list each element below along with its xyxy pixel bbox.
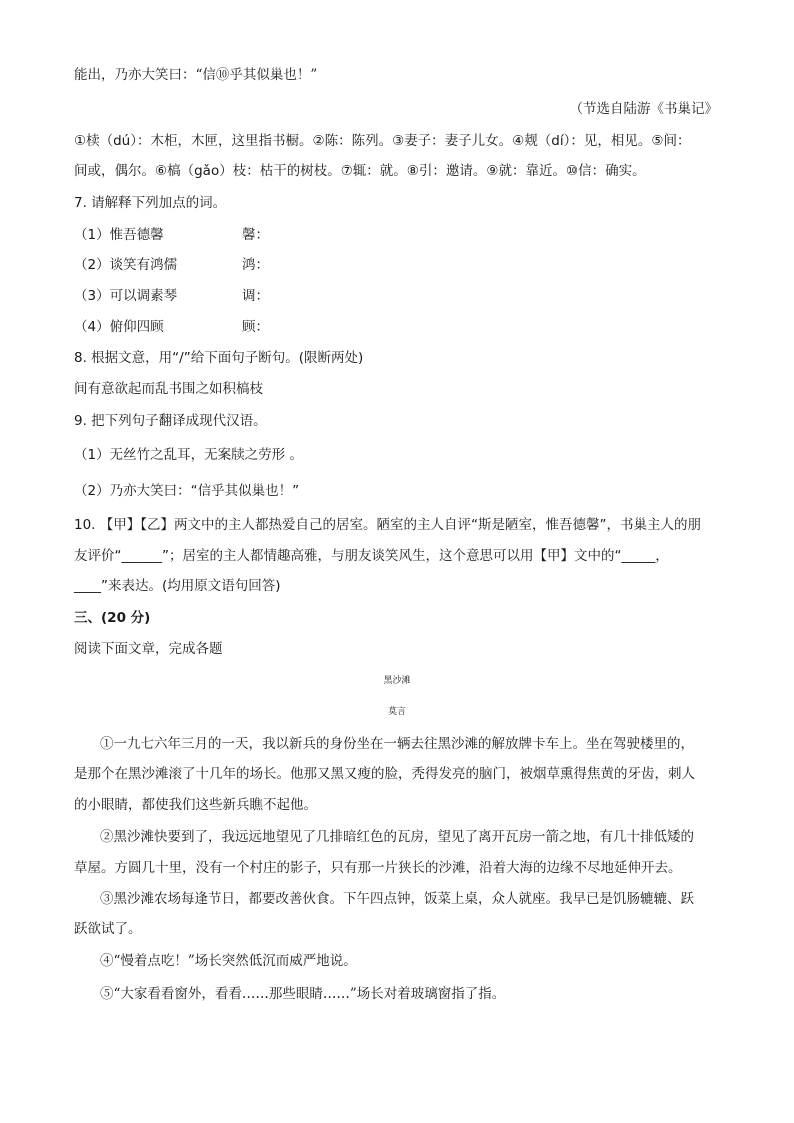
article-paragraph-1-line-1: ①一九七六年三月的一天，我以新兵的身份坐在一辆去往黑沙滩的解放牌卡车上。坐在驾驶楼里的，	[100, 736, 694, 752]
question-10-line-3	[74, 577, 281, 595]
article-paragraph-2-line-2: 草屋。方圆几十里，没有一个村庄的影子，只有那一片狭长的沙滩，沿着大海的边缘不尽地延伸开去。	[74, 860, 682, 876]
question-9-item-2: （2）乃亦大笑曰：“信乎其似巢也！”	[74, 483, 300, 499]
article-title: 黑沙滩	[383, 676, 411, 686]
q10-text: 友评价“	[74, 548, 122, 564]
question-7-item-1	[74, 226, 269, 244]
answer-blank-2[interactable]: _____	[621, 548, 656, 564]
question-10-line-1: 10. 【甲】【乙】两文中的主人都热爱自己的居室。陋室的主人自评“斯是陋室，惟吾德馨”，书巢主人的朋	[74, 517, 701, 533]
q7-item-word: 调：	[242, 288, 269, 304]
q7-item-word: 鸿：	[242, 257, 269, 273]
article-paragraph-2-line-1: ②黑沙滩快要到了，我远远地望见了几排暗红色的瓦房，望见了离开瓦房一箭之地，有几十排低矮的	[100, 829, 694, 845]
q7-item-word: 顾：	[242, 319, 269, 335]
q7-item-phrase: （3）可以调素琴	[74, 288, 178, 304]
passage-b-last-line: 能出，乃亦大笑曰：“信⑩乎其似巢也！”	[74, 67, 318, 83]
q7-item-phrase: （4）俯仰四顾	[74, 319, 164, 335]
article-paragraph-1-line-3: 的小眼睛，都使我们这些新兵瞧不起他。	[74, 797, 317, 813]
q10-text: ，	[655, 548, 669, 564]
question-9-item-1: （1）无丝竹之乱耳，无案牍之劳形 。	[74, 447, 303, 463]
question-9-stem: 9. 把下列句子翻译成现代汉语。	[74, 413, 267, 429]
annotation-line-1: ①椟（dú）：木柜，木匣，这里指书橱。②陈：陈列。③妻子：妻子儿女。④觌（dí）：见，相见。⑤间：	[74, 133, 691, 149]
answer-blank-1[interactable]: ______	[121, 548, 162, 564]
question-8-sentence: 间有意欲起而乱书围之如积槁枝	[74, 381, 263, 397]
article-paragraph-3-line-2: 跃欲试了。	[74, 921, 142, 937]
question-8-stem: 8. 根据文意，用“/”给下面句子断句。(限断两处)	[74, 350, 364, 366]
answer-blank-3[interactable]: ____	[74, 578, 101, 594]
passage-source: （节选自陆游《书巢记》	[569, 101, 718, 117]
section-3-heading: 三、(20 分)	[74, 610, 151, 626]
q10-text: ”；居室的主人都情趣高雅，与朋友谈笑风生，这个意思可以用【甲】文中的“	[162, 548, 622, 564]
question-7-item-2	[74, 256, 269, 274]
article-paragraph-4: ④“慢着点吃！”场长突然低沉而威严地说。	[100, 953, 357, 969]
question-7-stem: 7. 请解释下列加点的词。	[74, 195, 227, 211]
q7-item-word: 馨：	[242, 227, 269, 243]
q7-item-phrase: （2）谈笑有鸿儒	[74, 257, 178, 273]
q7-item-phrase: （1）惟吾德馨	[74, 227, 164, 243]
question-7-item-3	[74, 287, 269, 305]
article-author: 莫言	[387, 707, 406, 717]
q10-text: ”来表达。(均用原文语句回答)	[101, 578, 281, 594]
article-paragraph-1-line-2: 是那个在黑沙滩滚了十几年的场长。他那又黑又瘦的脸，秃得发亮的脑门，被烟草熏得焦黄的牙齿，刺人	[74, 766, 695, 782]
article-paragraph-5: ⑤“大家看看窗外，看看……那些眼睛……”场长对着玻璃窗指了指。	[100, 986, 506, 1002]
section-3-instruction: 阅读下面文章，完成各题	[74, 641, 223, 657]
annotation-line-2: 间或，偶尔。⑥槁（gǎo）枝：枯干的树枝。⑦辄：就。⑧引：邀请。⑨就：靠近。⑩信：确实。	[74, 163, 646, 179]
question-10-line-2	[74, 547, 669, 565]
question-7-item-4	[74, 318, 269, 336]
article-paragraph-3-line-1: ③黑沙滩农场每逢节日，都要改善伙食。下午四点钟，饭菜上桌，众人就座。我早已是饥肠辘辘、跃	[100, 891, 694, 907]
